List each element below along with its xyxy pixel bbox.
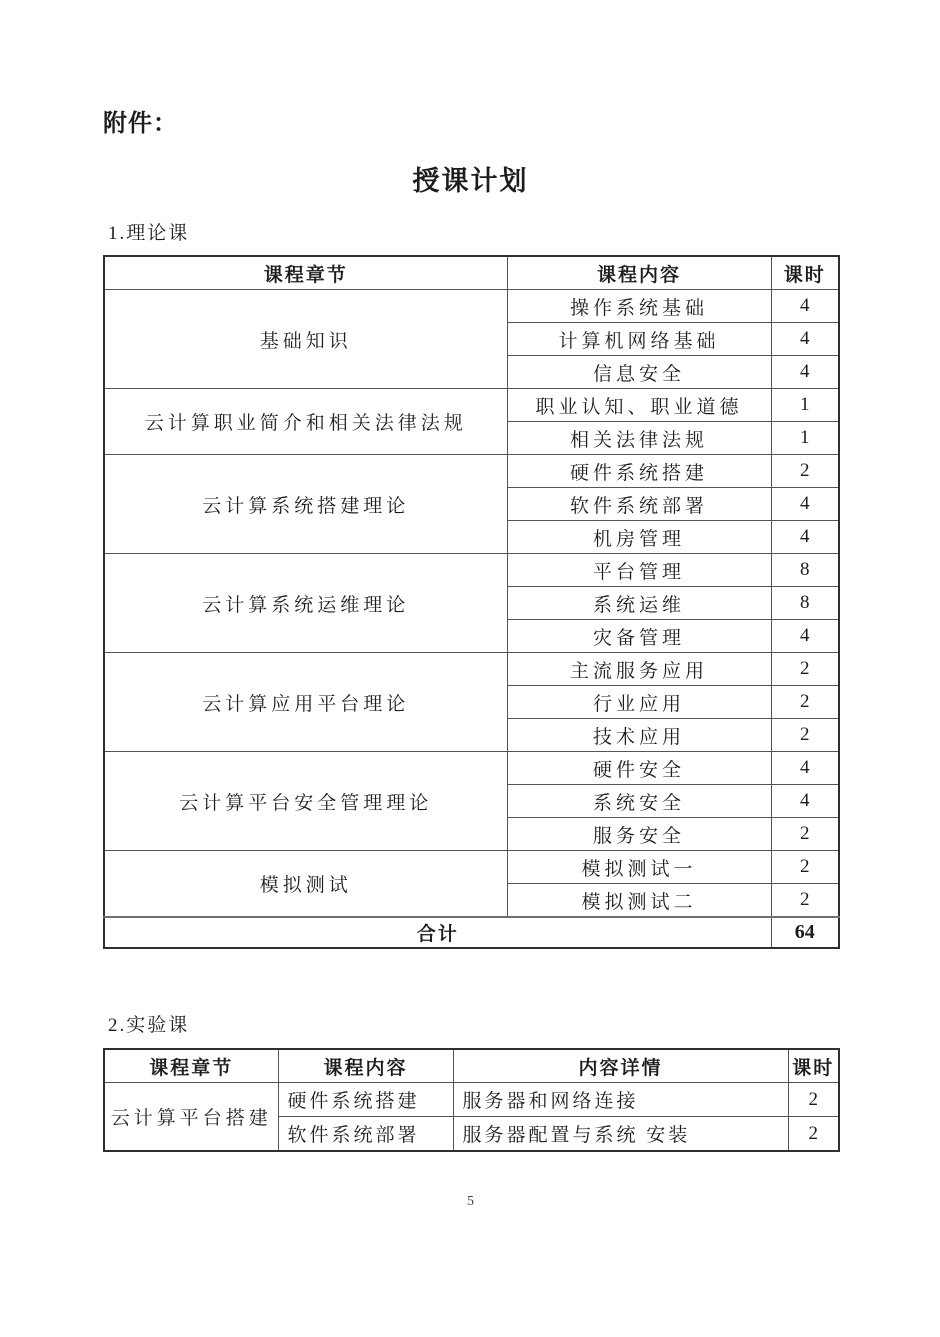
chapter-cell: 云计算平台安全管理理论 bbox=[104, 752, 507, 851]
content-cell: 操作系统基础 bbox=[507, 290, 771, 323]
content-cell: 系统运维 bbox=[507, 587, 771, 620]
content-cell: 灾备管理 bbox=[507, 620, 771, 653]
content-cell: 软件系统部署 bbox=[507, 488, 771, 521]
page-number: 5 bbox=[467, 1193, 474, 1209]
theory-header-hours: 课时 bbox=[771, 256, 839, 290]
lab-header-chapter: 课程章节 bbox=[104, 1049, 278, 1083]
table-row bbox=[104, 554, 839, 587]
content-cell: 模拟测试二 bbox=[507, 884, 771, 917]
content-cell: 相关法律法规 bbox=[507, 422, 771, 455]
theory-header-chapter: 课程章节 bbox=[104, 256, 507, 290]
chapter-cell: 云计算平台搭建 bbox=[104, 1083, 278, 1151]
theory-header-content: 课程内容 bbox=[507, 256, 771, 290]
chapter-cell: 云计算职业简介和相关法律法规 bbox=[104, 389, 507, 455]
detail-cell: 服务器配置与系统 安装 bbox=[453, 1117, 788, 1151]
hours-cell: 4 bbox=[771, 323, 839, 356]
total-hours-cell: 64 bbox=[771, 917, 839, 948]
table-row bbox=[104, 455, 839, 488]
detail-cell: 服务器和网络连接 bbox=[453, 1083, 788, 1117]
hours-cell: 1 bbox=[771, 422, 839, 455]
hours-cell: 4 bbox=[771, 785, 839, 818]
hours-cell: 2 bbox=[771, 884, 839, 917]
content-cell: 信息安全 bbox=[507, 356, 771, 389]
theory-section-label: 1.理论课 bbox=[108, 222, 190, 244]
content-cell: 职业认知、职业道德 bbox=[507, 389, 771, 422]
chapter-cell: 云计算系统搭建理论 bbox=[104, 455, 507, 554]
content-cell: 技术应用 bbox=[507, 719, 771, 752]
hours-cell: 4 bbox=[771, 356, 839, 389]
content-cell: 服务安全 bbox=[507, 818, 771, 851]
chapter-cell: 云计算系统运维理论 bbox=[104, 554, 507, 653]
table-row bbox=[104, 653, 839, 686]
hours-cell: 2 bbox=[771, 719, 839, 752]
hours-cell: 1 bbox=[771, 389, 839, 422]
lab-header-hours: 课时 bbox=[788, 1049, 839, 1083]
content-cell: 硬件系统搭建 bbox=[278, 1083, 453, 1117]
table-row bbox=[104, 1083, 839, 1117]
content-cell: 模拟测试一 bbox=[507, 851, 771, 884]
content-cell: 平台管理 bbox=[507, 554, 771, 587]
hours-cell: 8 bbox=[771, 554, 839, 587]
total-label-cell: 合计 bbox=[104, 917, 771, 948]
total-row bbox=[104, 917, 839, 948]
page-title: 授课计划 bbox=[412, 165, 529, 196]
hours-cell: 2 bbox=[771, 653, 839, 686]
content-cell: 主流服务应用 bbox=[507, 653, 771, 686]
lab-section-label: 2.实验课 bbox=[108, 1014, 190, 1036]
hours-cell: 2 bbox=[771, 455, 839, 488]
hours-cell: 2 bbox=[788, 1117, 839, 1151]
hours-cell: 8 bbox=[771, 587, 839, 620]
content-cell: 软件系统部署 bbox=[278, 1117, 453, 1151]
content-cell: 硬件系统搭建 bbox=[507, 455, 771, 488]
content-cell: 硬件安全 bbox=[507, 752, 771, 785]
hours-cell: 2 bbox=[771, 686, 839, 719]
lab-header-content: 课程内容 bbox=[278, 1049, 453, 1083]
theory-header-row bbox=[104, 256, 839, 290]
theory-table bbox=[103, 255, 840, 949]
hours-cell: 4 bbox=[771, 620, 839, 653]
chapter-cell: 云计算应用平台理论 bbox=[104, 653, 507, 752]
table-row bbox=[104, 851, 839, 884]
lab-table bbox=[103, 1048, 840, 1152]
content-cell: 行业应用 bbox=[507, 686, 771, 719]
chapter-cell: 模拟测试 bbox=[104, 851, 507, 917]
lab-header-row bbox=[104, 1049, 839, 1083]
table-row bbox=[104, 752, 839, 785]
hours-cell: 2 bbox=[771, 818, 839, 851]
attachment-label: 附件： bbox=[103, 110, 178, 137]
content-cell: 机房管理 bbox=[507, 521, 771, 554]
hours-cell: 4 bbox=[771, 752, 839, 785]
hours-cell: 2 bbox=[771, 851, 839, 884]
hours-cell: 4 bbox=[771, 521, 839, 554]
content-cell: 计算机网络基础 bbox=[507, 323, 771, 356]
hours-cell: 2 bbox=[788, 1083, 839, 1117]
lab-header-detail: 内容详情 bbox=[453, 1049, 788, 1083]
hours-cell: 4 bbox=[771, 290, 839, 323]
content-cell: 系统安全 bbox=[507, 785, 771, 818]
table-row bbox=[104, 290, 839, 323]
hours-cell: 4 bbox=[771, 488, 839, 521]
table-row bbox=[104, 389, 839, 422]
chapter-cell: 基础知识 bbox=[104, 290, 507, 389]
